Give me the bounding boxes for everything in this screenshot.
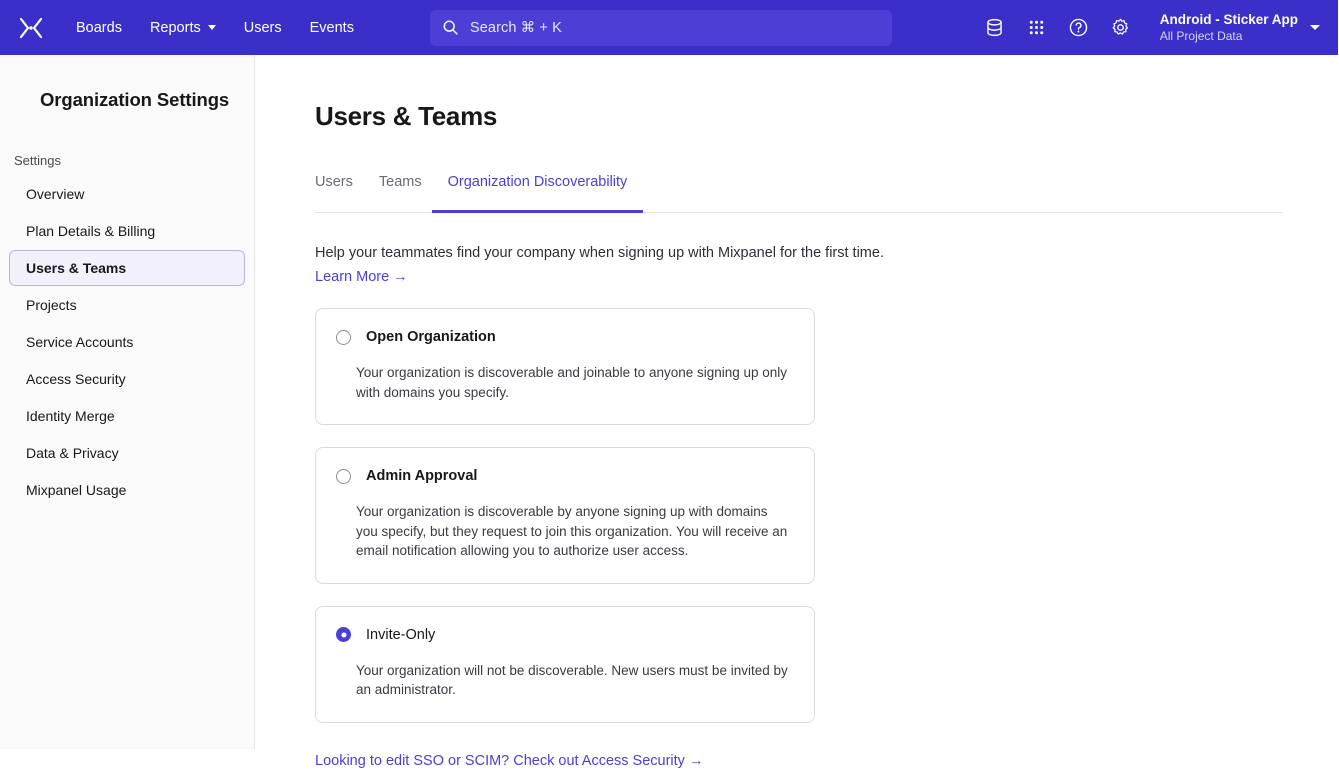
nav-users-label: Users — [243, 19, 282, 36]
sidebar-item-label: Mixpanel Usage — [26, 482, 127, 498]
search-placeholder: Search ⌘ + K — [470, 19, 562, 36]
settings-button[interactable] — [1102, 9, 1140, 47]
help-circle-icon — [1068, 17, 1089, 38]
tab-teams-label: Teams — [378, 174, 422, 190]
sidebar-title: Organization Settings — [40, 89, 230, 110]
option-title: Open Organization — [366, 329, 496, 345]
radio-invite-only[interactable] — [336, 627, 351, 642]
nav-events-label: Events — [309, 19, 354, 36]
nav-events[interactable] — [296, 12, 368, 44]
sidebar-item-mixpanel-usage[interactable] — [9, 472, 245, 508]
top-navigation-bar — [0, 0, 1338, 55]
nav-boards[interactable] — [62, 12, 136, 44]
page-body — [0, 55, 1338, 769]
option-header — [336, 329, 792, 345]
radio-admin-approval[interactable] — [336, 469, 351, 484]
help-button[interactable] — [1060, 9, 1098, 47]
option-header — [336, 627, 792, 643]
project-name: Android - Sticker App — [1159, 12, 1298, 27]
sidebar-item-access-security[interactable] — [9, 361, 245, 397]
search-icon — [442, 19, 459, 36]
option-description: Your organization is discoverable and joinable to anyone signing up only with domains you specify. — [356, 365, 788, 400]
option-open-organization[interactable] — [315, 308, 815, 425]
main-content — [255, 55, 1339, 769]
learn-more-link[interactable]: Learn More → — [315, 269, 408, 285]
tab-bar — [315, 174, 1283, 213]
option-invite-only[interactable] — [315, 606, 815, 723]
sidebar-item-label: Service Accounts — [26, 334, 134, 350]
radio-open-organization[interactable] — [336, 330, 351, 345]
nav-users[interactable] — [230, 12, 296, 44]
page-title: Users & Teams — [315, 101, 498, 131]
sidebar-item-plan-details-billing[interactable] — [9, 213, 245, 249]
section-description: Help your teammates find your company when signing up with Mixpanel for the first time. — [315, 245, 884, 261]
sidebar-item-label: Plan Details & Billing — [26, 223, 156, 239]
option-description: Your organization will not be discoverable. New users must be invited by an administrator. — [356, 662, 788, 697]
settings-sidebar — [0, 55, 255, 749]
tab-organization-discoverability-label: Organization Discoverability — [447, 174, 628, 190]
tab-users-label: Users — [315, 174, 353, 190]
option-admin-approval[interactable] — [315, 447, 815, 584]
database-button[interactable] — [976, 9, 1014, 47]
option-title: Invite-Only — [366, 626, 436, 643]
chevron-down-icon — [208, 25, 216, 30]
sidebar-item-data-privacy[interactable] — [9, 435, 245, 471]
apps-grid-button[interactable] — [1018, 9, 1056, 47]
project-subtitle: All Project Data — [1159, 29, 1243, 43]
sidebar-item-label: Users & Teams — [26, 260, 127, 276]
tab-teams[interactable] — [379, 174, 422, 212]
nav-reports[interactable] — [136, 12, 230, 44]
option-description: Your organization is discoverable by anyone signing up with domains you specify, but they request to join this organization. You will receive an email notification allowing you to authorize user access. — [356, 504, 788, 558]
sidebar-item-label: Overview — [26, 186, 85, 202]
apps-grid-icon — [1026, 17, 1047, 38]
option-header — [336, 468, 792, 484]
sidebar-item-service-accounts[interactable] — [9, 324, 245, 360]
sidebar-item-projects[interactable] — [9, 287, 245, 323]
database-icon — [984, 17, 1005, 38]
chevron-down-icon — [1310, 25, 1320, 30]
nav-reports-label: Reports — [149, 19, 201, 36]
sidebar-item-identity-merge[interactable] — [9, 398, 245, 434]
tab-organization-discoverability[interactable] — [448, 174, 628, 212]
sidebar-item-users-teams[interactable] — [9, 250, 245, 286]
sidebar-item-label: Projects — [26, 297, 77, 313]
mixpanel-logo-icon — [18, 15, 44, 41]
sidebar-section-label: Settings — [14, 153, 61, 168]
nav-boards-label: Boards — [76, 19, 122, 36]
gear-icon — [1110, 17, 1131, 38]
project-selector[interactable] — [1154, 9, 1324, 46]
logo-home-button[interactable] — [0, 15, 62, 41]
nav-right-cluster — [976, 9, 1324, 47]
sidebar-item-overview[interactable] — [9, 176, 245, 212]
sidebar-item-label: Identity Merge — [26, 408, 115, 424]
primary-nav-links — [62, 12, 368, 44]
sidebar-item-label: Access Security — [26, 371, 126, 387]
tab-users[interactable] — [315, 174, 353, 212]
option-title: Admin Approval — [366, 468, 478, 484]
sidebar-item-label: Data & Privacy — [26, 445, 119, 461]
search-input[interactable] — [430, 10, 892, 46]
access-security-link[interactable]: Looking to edit SSO or SCIM? Check out Access Security → — [315, 752, 704, 769]
